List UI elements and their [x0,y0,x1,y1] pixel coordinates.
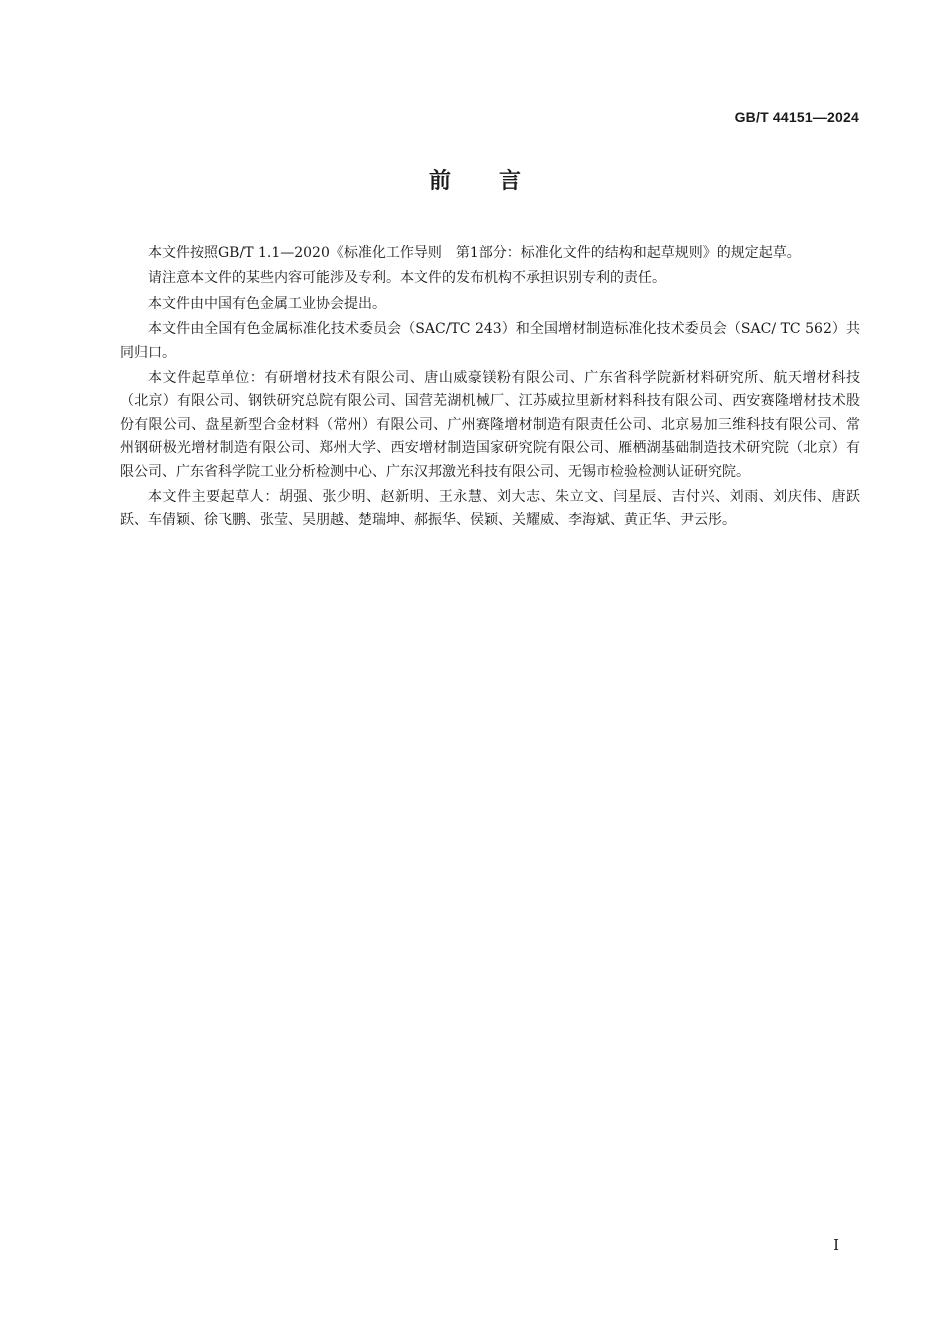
paragraph-drafters: 本文件主要起草人：胡强、张少明、赵新明、王永慧、刘大志、朱立文、闫星辰、吉付兴、刘雨、刘庆伟、唐跃跃、车倩颖、徐飞鹏、张莹、吴朋越、楚瑞坤、郝振华、侯颖、关耀威、李海斌、黄正华、尹云彤。 [120,489,860,529]
paragraph-technical-committee: 本文件由全国有色金属标准化技术委员会（SAC/TC 243）和全国增材制造标准化技术委员会（SAC/ TC 562）共同归口。 [120,321,860,361]
page-number: I [833,1236,839,1254]
paragraph-drafting-rules: 本文件按照GB/T 1.1—2020《标准化工作导则 第1部分：标准化文件的结构和起草规则》的规定起草。 [148,245,801,261]
standard-number: GB/T 44151—2024 [734,109,859,125]
paragraph-drafting-organizations: 本文件起草单位：有研增材技术有限公司、唐山威豪镁粉有限公司、广东省科学院新材料研究所、航天增材科技（北京）有限公司、钢铁研究总院有限公司、国营芜湖机械厂、江苏威拉里新材料科技有限公司、西安赛隆增材技术股份有限公司、盘星新型合金材料（常州）有限公司、广州赛隆增材制造有限责任公司、北京易加三维科技有限公司、常州钢研极光增材制造有限公司、郑州大学、西安增材制造国家研究院有限公司、雁栖湖基础制造技术研究院（北京）有限公司、广东省科学院工业分析检测中心、广东汉邦激光科技有限公司、无锡市检验检测认证研究院。 [120,370,860,480]
page-title: 前言 [428,169,569,194]
paragraph-patent-notice: 请注意本文件的某些内容可能涉及专利。本文件的发布机构不承担识别专利的责任。 [148,270,666,287]
paragraph-proposer: 本文件由中国有色金属工业协会提出。 [148,295,386,312]
foreword-body [120,242,860,535]
